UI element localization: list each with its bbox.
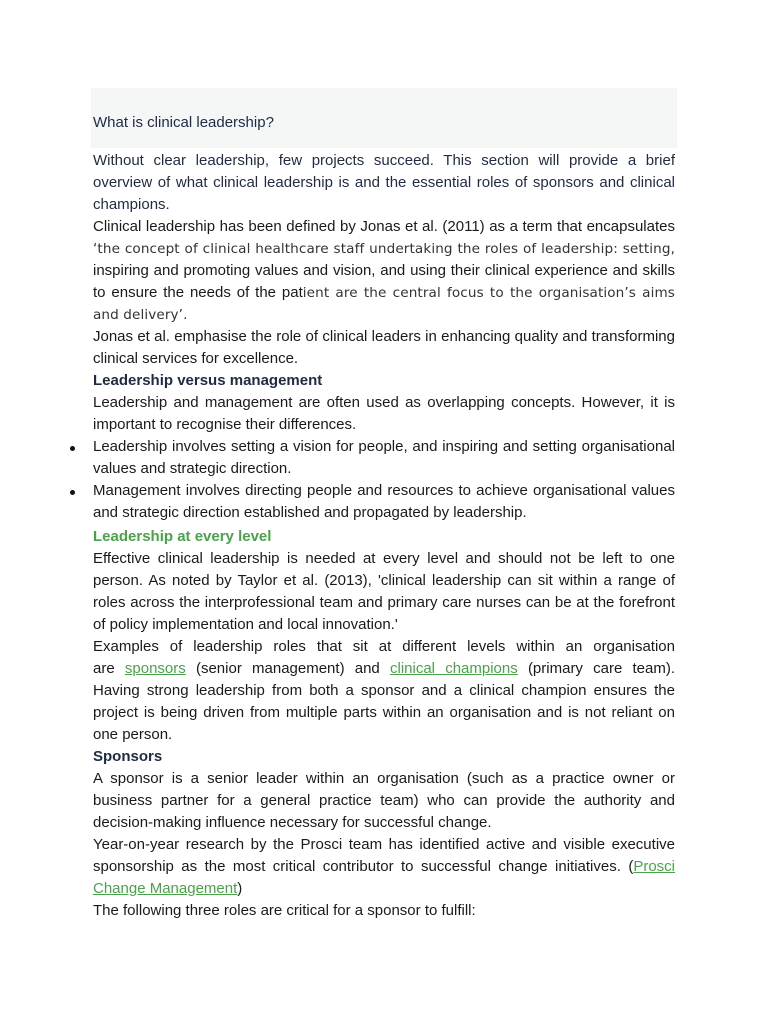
- heading-sponsors: Sponsors: [93, 748, 163, 765]
- definition-lead: Clinical leadership has been defined by Jonas et al. (2011) as a term that encapsulates: [93, 218, 675, 235]
- title-banner: [91, 88, 677, 148]
- are-text: are: [93, 660, 115, 677]
- senior-management-text: (senior management) and: [195, 660, 380, 677]
- roles-line: [93, 658, 675, 680]
- prosci-research-text: Year-on-year research by the Prosci team has identified active and visible executive sponsorship as the most critical contributor to successful change initiatives. (: [93, 836, 675, 875]
- differences-list: [93, 436, 675, 524]
- prosci-close-paren: ): [237, 880, 243, 897]
- prosci-research-paragraph: [93, 834, 675, 900]
- emphasis-paragraph: Jonas et al. emphasise the role of clinical leaders in enhancing quality and transforming clinical services for excellence.: [93, 328, 675, 367]
- definition-quote-end: ient are the central focus to the organisation’s aims and delivery’.: [93, 285, 675, 323]
- every-level-text: Effective clinical leadership is needed at every level and should not be left to one person. As noted by Taylor et al. (2013), 'clinical leadership can sit within a range of roles across the interprofessional team and primary care nurses can be at the forefront of policy implementation and local innovation.': [93, 550, 675, 633]
- definition-middle: inspiring and promoting values and vision, and using their clinical experience and skills to ensure the needs of the pat: [93, 262, 675, 301]
- list-item: Leadership involves setting a vision for people, and inspiring and setting organisational values and strategic direction.: [93, 436, 675, 480]
- heading-leadership-vs-management: Leadership versus management: [93, 372, 323, 389]
- heading-leadership-every-level: Leadership at every level: [93, 528, 272, 545]
- intro-paragraph: Without clear leadership, few projects succeed. This section will provide a brief overview of what clinical leadership is and the essential roles of sponsors and clinical champions.: [93, 152, 675, 213]
- sponsor-roles-intro: The following three roles are critical for a sponsor to fulfill:: [93, 902, 476, 919]
- sponsors-link[interactable]: sponsors: [124, 660, 186, 677]
- primary-care-text: (primary care team).: [527, 660, 676, 677]
- definition-paragraph: [93, 216, 675, 326]
- sponsor-definition: A sponsor is a senior leader within an organisation (such as a practice owner or business partner for a general practice team) who can provide the authority and decision-making influence necessary for successful change.: [93, 770, 675, 831]
- clinical-champions-link[interactable]: clinical champions: [389, 660, 518, 677]
- prosci-change-management-link[interactable]: Prosci Change Management: [93, 858, 675, 897]
- page-title: What is clinical leadership?: [93, 114, 274, 131]
- definition-quote-start: ‘the concept of clinical healthcare staff undertaking the roles of leadership: setting,: [93, 241, 675, 257]
- examples-line: Examples of leadership roles that sit at different levels within an organisation: [93, 638, 675, 655]
- strong-leadership-text: Having strong leadership from both a sponsor and a clinical champion ensures the project is being driven from multiple parts within an organisation and is not reliant on one person.: [93, 682, 675, 743]
- leadership-vs-management-text: Leadership and management are often used as overlapping concepts. However, it is important to recognise their differences.: [93, 394, 675, 433]
- document-body: [93, 150, 675, 922]
- list-item: Management involves directing people and resources to achieve organisational values and strategic direction established and propagated by leadership.: [93, 480, 675, 524]
